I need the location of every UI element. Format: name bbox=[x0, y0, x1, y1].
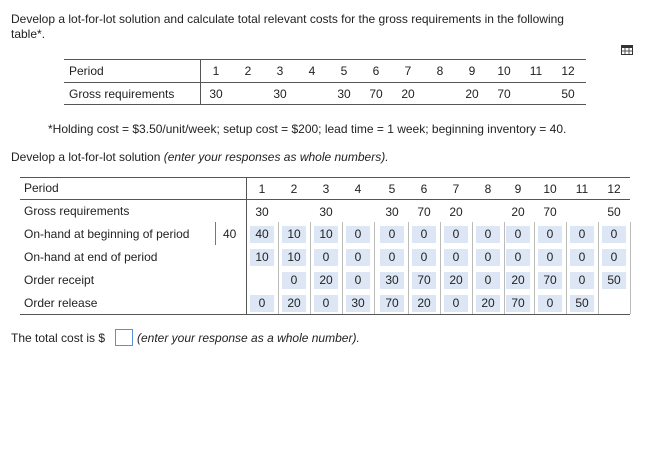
column-divider bbox=[310, 222, 311, 314]
column-divider bbox=[342, 222, 343, 314]
order-release-input[interactable]: 70 bbox=[380, 295, 404, 312]
order-release-input[interactable]: 20 bbox=[476, 295, 500, 312]
cost-note: *Holding cost = $3.50/unit/week; setup cost = $200; lead time = 1 week; beginning inventory = 40. bbox=[48, 122, 567, 136]
given-period-cell: 2 bbox=[244, 64, 252, 78]
onhand-end-input[interactable]: 10 bbox=[282, 249, 306, 266]
order-release-input[interactable]: 0 bbox=[250, 295, 274, 312]
given-gross-cell: 20 bbox=[465, 87, 479, 101]
period-cell: 3 bbox=[322, 182, 330, 196]
given-gross-label: Gross requirements bbox=[69, 87, 175, 101]
onhand-end-input[interactable]: 0 bbox=[444, 249, 468, 266]
instruction-italic: (enter your responses as whole numbers). bbox=[163, 150, 389, 164]
period-cell: 5 bbox=[388, 182, 396, 196]
given-gross-cell: 30 bbox=[337, 87, 351, 101]
order-release-input[interactable]: 20 bbox=[282, 295, 306, 312]
onhand-end-input[interactable]: 0 bbox=[570, 249, 594, 266]
onhand-end-input[interactable]: 0 bbox=[602, 249, 626, 266]
order-receipt-input[interactable]: 50 bbox=[602, 272, 626, 289]
onhand-end-input[interactable]: 0 bbox=[380, 249, 404, 266]
column-divider bbox=[408, 222, 409, 314]
period-cell: 1 bbox=[258, 182, 266, 196]
given-period-cell: 6 bbox=[372, 64, 380, 78]
order-receipt-input[interactable]: 70 bbox=[412, 272, 436, 289]
order-receipt-input[interactable]: 20 bbox=[314, 272, 338, 289]
column-divider bbox=[440, 222, 441, 314]
onhand-begin-input[interactable]: 0 bbox=[444, 226, 468, 243]
onhand-begin-input[interactable]: 10 bbox=[282, 226, 306, 243]
total-cost-input[interactable] bbox=[115, 329, 133, 346]
period-cell: 9 bbox=[514, 182, 522, 196]
onhand-begin-input[interactable]: 0 bbox=[412, 226, 436, 243]
onhand-begin-input[interactable]: 40 bbox=[250, 226, 274, 243]
period-label: Period bbox=[24, 181, 59, 195]
gross-cell: 20 bbox=[511, 205, 525, 219]
column-divider bbox=[630, 222, 631, 314]
given-gross-cell: 20 bbox=[401, 87, 415, 101]
order-receipt-label: Order receipt bbox=[24, 273, 95, 287]
period-cell: 7 bbox=[452, 182, 460, 196]
order-receipt-input[interactable]: 20 bbox=[444, 272, 468, 289]
onhand-end-input[interactable]: 0 bbox=[314, 249, 338, 266]
onhand-end-input[interactable]: 10 bbox=[250, 249, 274, 266]
order-release-input[interactable]: 0 bbox=[444, 295, 468, 312]
order-receipt-input[interactable]: 0 bbox=[570, 272, 594, 289]
gross-cell: 20 bbox=[449, 205, 463, 219]
gross-cell: 30 bbox=[319, 205, 333, 219]
onhand-end-input[interactable]: 0 bbox=[506, 249, 530, 266]
order-release-input[interactable]: 70 bbox=[506, 295, 530, 312]
order-release-label: Order release bbox=[24, 296, 98, 310]
total-cost-prefix: The total cost is $ bbox=[11, 331, 106, 345]
order-receipt-input[interactable]: 0 bbox=[282, 272, 306, 289]
given-gross-cell: 70 bbox=[497, 87, 511, 101]
order-release-input[interactable]: 50 bbox=[570, 295, 594, 312]
column-divider bbox=[472, 222, 473, 314]
initial-onhand-value: 40 bbox=[223, 227, 237, 241]
given-period-cell: 4 bbox=[308, 64, 316, 78]
given-gross-cell: 50 bbox=[561, 87, 575, 101]
order-receipt-input[interactable]: 70 bbox=[538, 272, 562, 289]
table-icon[interactable] bbox=[621, 45, 633, 55]
gross-label: Gross requirements bbox=[24, 204, 130, 218]
onhand-begin-input[interactable]: 0 bbox=[602, 226, 626, 243]
gross-cell: 50 bbox=[607, 205, 621, 219]
order-receipt-input[interactable]: 0 bbox=[476, 272, 500, 289]
onhand-begin-input[interactable]: 0 bbox=[570, 226, 594, 243]
instruction bbox=[11, 150, 389, 164]
onhand-begin-input[interactable]: 0 bbox=[346, 226, 370, 243]
question-text-line-1: Develop a lot-for-lot solution and calculate total relevant costs for the gross requirements in the following bbox=[11, 12, 564, 26]
given-period-cell: 8 bbox=[436, 64, 444, 78]
period-cell: 6 bbox=[420, 182, 428, 196]
given-period-cell: 1 bbox=[212, 64, 220, 78]
given-gross-cell: 30 bbox=[273, 87, 287, 101]
gross-cell: 30 bbox=[255, 205, 269, 219]
column-divider bbox=[374, 222, 375, 314]
column-divider bbox=[278, 222, 279, 314]
column-divider bbox=[534, 222, 535, 314]
given-period-cell: 9 bbox=[468, 64, 476, 78]
total-cost-suffix: (enter your response as a whole number). bbox=[137, 331, 360, 345]
order-receipt-input[interactable]: 30 bbox=[380, 272, 404, 289]
given-period-cell: 5 bbox=[340, 64, 348, 78]
onhand-end-input[interactable]: 0 bbox=[476, 249, 500, 266]
given-gross-cell: 30 bbox=[209, 87, 223, 101]
order-release-input[interactable]: 0 bbox=[538, 295, 562, 312]
gross-cell: 30 bbox=[385, 205, 399, 219]
column-divider bbox=[598, 222, 599, 314]
given-period-cell: 10 bbox=[497, 64, 511, 78]
given-period-cell: 11 bbox=[529, 64, 543, 78]
period-cell: 12 bbox=[607, 182, 621, 196]
order-release-input[interactable]: 30 bbox=[346, 295, 370, 312]
onhand-end-input[interactable]: 0 bbox=[538, 249, 562, 266]
instruction-text: Develop a lot-for-lot solution bbox=[11, 150, 164, 164]
period-cell: 8 bbox=[484, 182, 492, 196]
given-period-label: Period bbox=[69, 64, 104, 78]
given-period-cell: 12 bbox=[561, 64, 575, 78]
given-period-cell: 7 bbox=[404, 64, 412, 78]
period-cell: 10 bbox=[543, 182, 557, 196]
period-cell: 2 bbox=[290, 182, 298, 196]
question-text-line-2: table*. bbox=[11, 27, 46, 41]
onhand-end-input[interactable]: 0 bbox=[346, 249, 370, 266]
order-release-input[interactable]: 20 bbox=[412, 295, 436, 312]
onhand-end-input[interactable]: 0 bbox=[412, 249, 436, 266]
period-cell: 11 bbox=[575, 182, 589, 196]
gross-cell: 70 bbox=[417, 205, 431, 219]
onhand-begin-input[interactable]: 0 bbox=[506, 226, 530, 243]
column-divider bbox=[566, 222, 567, 314]
onhand-begin-input[interactable]: 0 bbox=[380, 226, 404, 243]
given-period-cell: 3 bbox=[276, 64, 284, 78]
onhand-begin-input[interactable]: 10 bbox=[314, 226, 338, 243]
onhand-begin-input[interactable]: 0 bbox=[476, 226, 500, 243]
gross-cell: 70 bbox=[543, 205, 557, 219]
order-receipt-input[interactable]: 0 bbox=[346, 272, 370, 289]
onhand-end-label: On-hand at end of period bbox=[24, 250, 158, 264]
column-divider bbox=[504, 222, 505, 314]
onhand-begin-input[interactable]: 0 bbox=[538, 226, 562, 243]
order-receipt-input[interactable]: 20 bbox=[506, 272, 530, 289]
onhand-begin-label: On-hand at beginning of period bbox=[24, 227, 190, 241]
period-cell: 4 bbox=[354, 182, 362, 196]
given-gross-cell: 70 bbox=[369, 87, 383, 101]
order-release-input[interactable]: 0 bbox=[314, 295, 338, 312]
